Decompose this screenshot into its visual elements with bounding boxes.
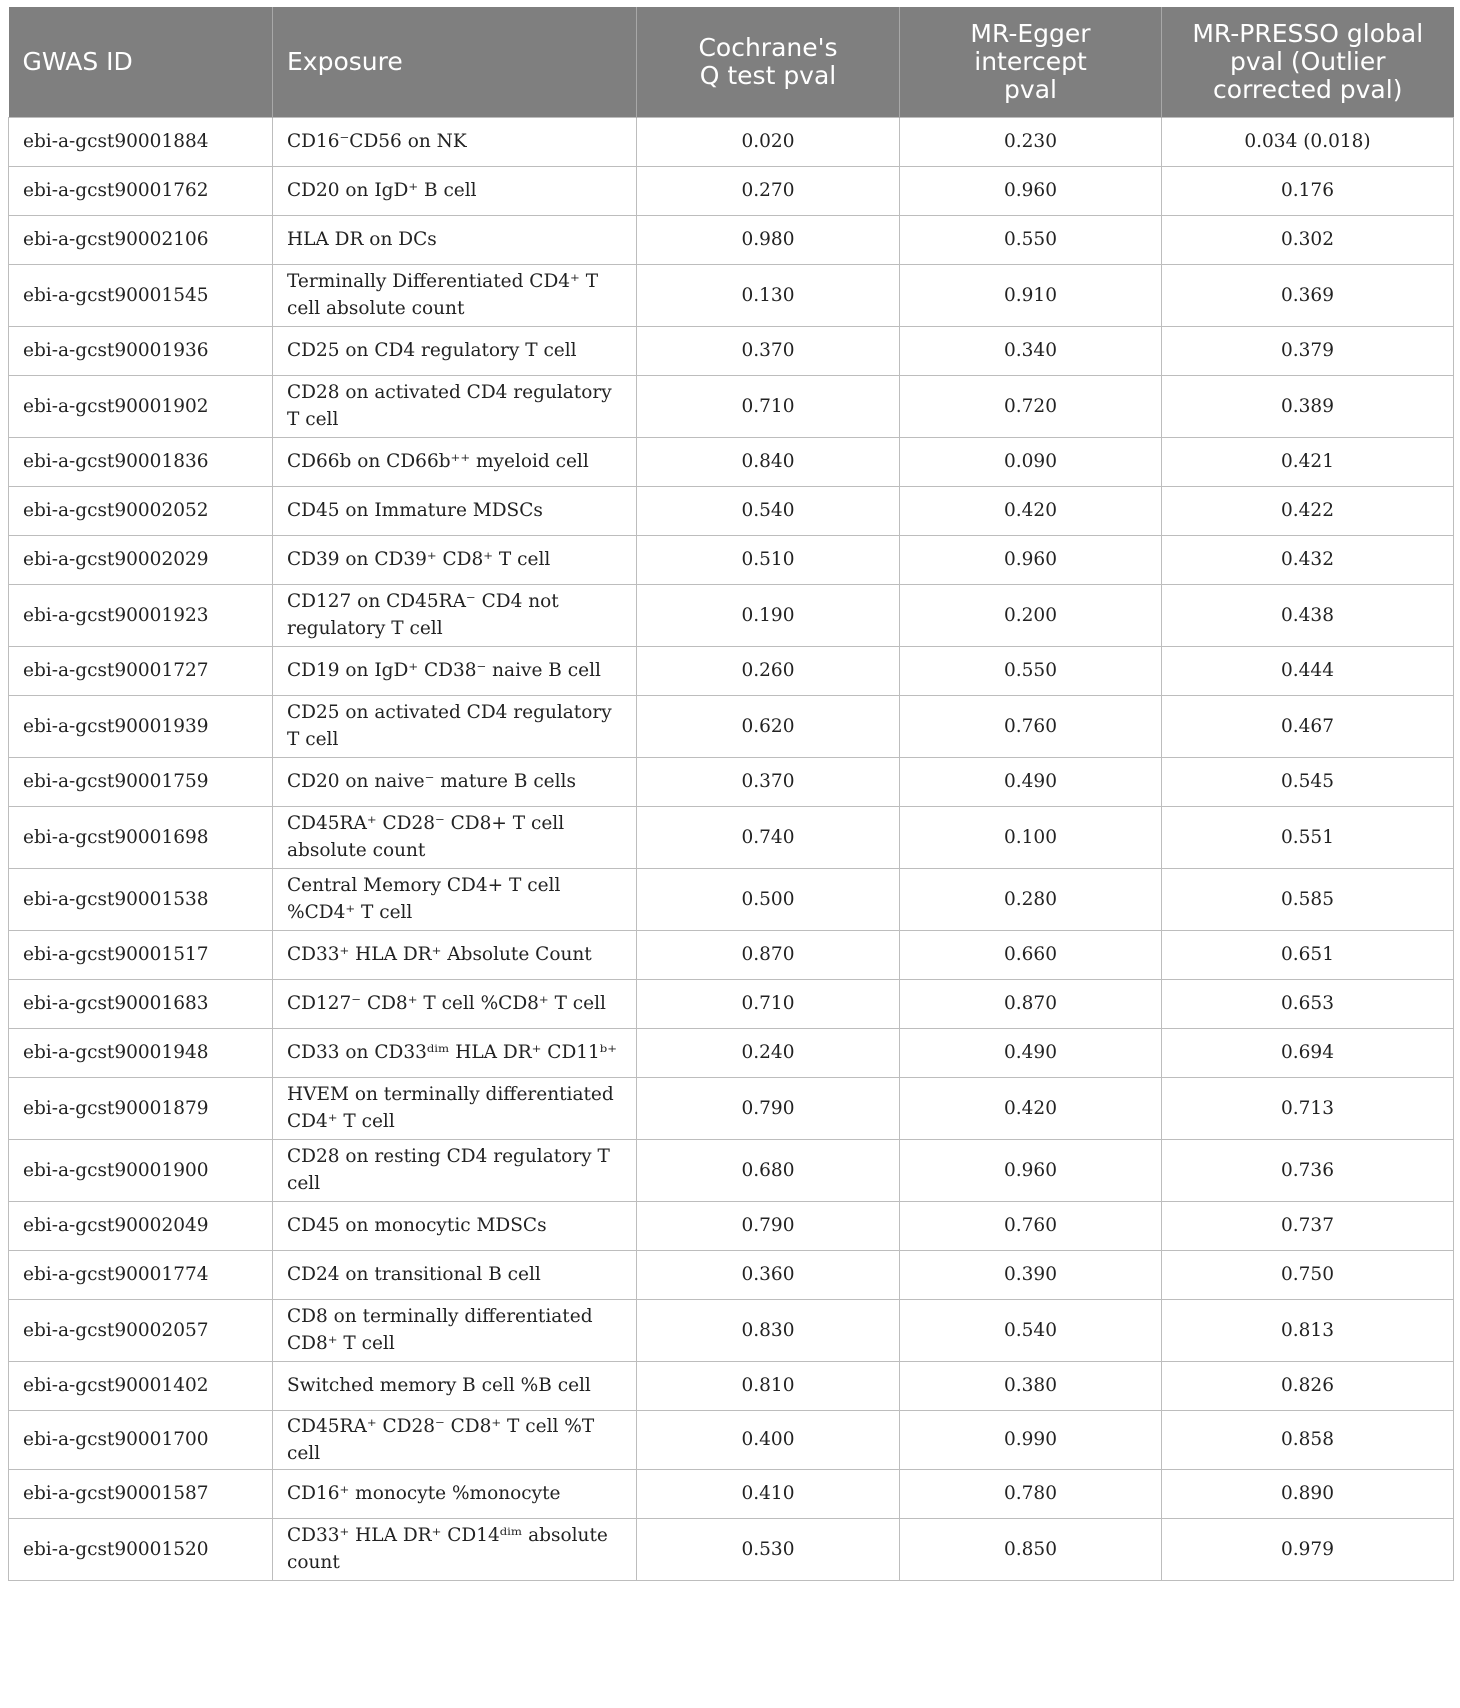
mr-egger-pval-cell: 0.870: [900, 979, 1162, 1028]
mr-egger-pval-cell: 0.420: [900, 486, 1162, 535]
mr-presso-pval-cell: 0.379: [1162, 326, 1454, 375]
table-row: [9, 646, 1454, 695]
exposure-cell: CD25 on CD4 regulatory T cell: [273, 326, 637, 375]
exposure-cell: CD8 on terminally differentiated CD8⁺ T cell: [273, 1299, 637, 1361]
mr-presso-pval-cell: 0.737: [1162, 1201, 1454, 1250]
mr-presso-pval-cell: 0.826: [1162, 1361, 1454, 1410]
mr-egger-pval-cell: 0.760: [900, 695, 1162, 757]
table-row: [9, 757, 1454, 806]
exposure-cell: CD16⁻CD56 on NK: [273, 117, 637, 166]
exposure-cell: CD28 on activated CD4 regulatory T cell: [273, 375, 637, 437]
table-row: [9, 1361, 1454, 1410]
gwas-id-cell: ebi-a-gcst90001836: [9, 437, 273, 486]
header-mr-presso: MR-PRESSO global pval (Outlier corrected pval): [1162, 7, 1454, 117]
mr-egger-pval-cell: 0.760: [900, 1201, 1162, 1250]
mr-presso-pval-cell: 0.432: [1162, 535, 1454, 584]
exposure-cell: CD33⁺ HLA DR⁺ CD14ᵈⁱᵐ absolute count: [273, 1518, 637, 1580]
cochrane-q-pval-cell: 0.240: [637, 1028, 900, 1077]
gwas-id-cell: ebi-a-gcst90001683: [9, 979, 273, 1028]
mr-presso-pval-cell: 0.750: [1162, 1250, 1454, 1299]
mr-egger-pval-cell: 0.490: [900, 757, 1162, 806]
table-row: [9, 1077, 1454, 1139]
table-row: [9, 806, 1454, 868]
table-row: [9, 166, 1454, 215]
table-row: [9, 868, 1454, 930]
mr-egger-pval-cell: 0.380: [900, 1361, 1162, 1410]
mr-presso-pval-cell: 0.176: [1162, 166, 1454, 215]
table-row: [9, 1410, 1454, 1469]
mr-presso-pval-cell: 0.736: [1162, 1139, 1454, 1201]
header-gwas-id: GWAS ID: [9, 7, 273, 117]
gwas-id-cell: ebi-a-gcst90002106: [9, 215, 273, 264]
exposure-cell: CD25 on activated CD4 regulatory T cell: [273, 695, 637, 757]
mr-egger-pval-cell: 0.280: [900, 868, 1162, 930]
gwas-id-cell: ebi-a-gcst90001774: [9, 1250, 273, 1299]
mr-presso-pval-cell: 0.421: [1162, 437, 1454, 486]
gwas-id-cell: ebi-a-gcst90002057: [9, 1299, 273, 1361]
exposure-cell: HVEM on terminally differentiated CD4⁺ T cell: [273, 1077, 637, 1139]
mr-egger-pval-cell: 0.720: [900, 375, 1162, 437]
exposure-cell: CD45 on monocytic MDSCs: [273, 1201, 637, 1250]
gwas-id-cell: ebi-a-gcst90001900: [9, 1139, 273, 1201]
exposure-cell: CD33 on CD33ᵈⁱᵐ HLA DR⁺ CD11ᵇ⁺: [273, 1028, 637, 1077]
mr-presso-pval-cell: 0.979: [1162, 1518, 1454, 1580]
gwas-id-cell: ebi-a-gcst90001698: [9, 806, 273, 868]
cochrane-q-pval-cell: 0.980: [637, 215, 900, 264]
gwas-id-cell: ebi-a-gcst90001520: [9, 1518, 273, 1580]
mr-presso-pval-cell: 0.653: [1162, 979, 1454, 1028]
exposure-cell: CD24 on transitional B cell: [273, 1250, 637, 1299]
table-row: [9, 1299, 1454, 1361]
exposure-cell: Switched memory B cell %B cell: [273, 1361, 637, 1410]
exposure-cell: CD45RA⁺ CD28⁻ CD8+ T cell absolute count: [273, 806, 637, 868]
cochrane-q-pval-cell: 0.530: [637, 1518, 900, 1580]
gwas-id-cell: ebi-a-gcst90001727: [9, 646, 273, 695]
gwas-id-cell: ebi-a-gcst90001402: [9, 1361, 273, 1410]
cochrane-q-pval-cell: 0.790: [637, 1077, 900, 1139]
gwas-id-cell: ebi-a-gcst90001545: [9, 264, 273, 326]
exposure-cell: CD127 on CD45RA⁻ CD4 not regulatory T cell: [273, 584, 637, 646]
mr-presso-pval-cell: 0.813: [1162, 1299, 1454, 1361]
cochrane-q-pval-cell: 0.360: [637, 1250, 900, 1299]
exposure-cell: CD45 on Immature MDSCs: [273, 486, 637, 535]
mr-presso-pval-cell: 0.034 (0.018): [1162, 117, 1454, 166]
mr-egger-pval-cell: 0.850: [900, 1518, 1162, 1580]
gwas-id-cell: ebi-a-gcst90001902: [9, 375, 273, 437]
table-row: [9, 486, 1454, 535]
mr-presso-pval-cell: 0.389: [1162, 375, 1454, 437]
table-row: [9, 1201, 1454, 1250]
exposure-cell: CD19 on IgD⁺ CD38⁻ naive B cell: [273, 646, 637, 695]
mr-presso-pval-cell: 0.438: [1162, 584, 1454, 646]
mr-egger-pval-cell: 0.490: [900, 1028, 1162, 1077]
gwas-id-cell: ebi-a-gcst90001884: [9, 117, 273, 166]
mr-egger-pval-cell: 0.340: [900, 326, 1162, 375]
cochrane-q-pval-cell: 0.260: [637, 646, 900, 695]
header-row: [9, 7, 1454, 117]
table-row: [9, 535, 1454, 584]
cochrane-q-pval-cell: 0.740: [637, 806, 900, 868]
gwas-id-cell: ebi-a-gcst90001759: [9, 757, 273, 806]
header-cochrane-q: Cochrane's Q test pval: [637, 7, 900, 117]
mr-presso-pval-cell: 0.651: [1162, 930, 1454, 979]
table-row: [9, 695, 1454, 757]
exposure-cell: Central Memory CD4+ T cell %CD4⁺ T cell: [273, 868, 637, 930]
mr-egger-pval-cell: 0.090: [900, 437, 1162, 486]
gwas-id-cell: ebi-a-gcst90001879: [9, 1077, 273, 1139]
cochrane-q-pval-cell: 0.190: [637, 584, 900, 646]
cochrane-q-pval-cell: 0.410: [637, 1469, 900, 1518]
gwas-id-cell: ebi-a-gcst90001538: [9, 868, 273, 930]
table-body: [9, 117, 1454, 1580]
cochrane-q-pval-cell: 0.510: [637, 535, 900, 584]
gwas-id-cell: ebi-a-gcst90001587: [9, 1469, 273, 1518]
mr-presso-pval-cell: 0.302: [1162, 215, 1454, 264]
exposure-cell: CD16⁺ monocyte %monocyte: [273, 1469, 637, 1518]
table-row: [9, 584, 1454, 646]
mr-egger-pval-cell: 0.100: [900, 806, 1162, 868]
cochrane-q-pval-cell: 0.540: [637, 486, 900, 535]
exposure-cell: HLA DR on DCs: [273, 215, 637, 264]
header-mr-egger: MR-Egger intercept pval: [900, 7, 1162, 117]
mr-egger-pval-cell: 0.780: [900, 1469, 1162, 1518]
cochrane-q-pval-cell: 0.370: [637, 326, 900, 375]
mr-presso-pval-cell: 0.858: [1162, 1410, 1454, 1469]
mr-presso-pval-cell: 0.551: [1162, 806, 1454, 868]
exposure-cell: Terminally Differentiated CD4⁺ T cell absolute count: [273, 264, 637, 326]
table-row: [9, 1250, 1454, 1299]
gwas-id-cell: ebi-a-gcst90002029: [9, 535, 273, 584]
mr-presso-pval-cell: 0.585: [1162, 868, 1454, 930]
gwas-id-cell: ebi-a-gcst90001948: [9, 1028, 273, 1077]
cochrane-q-pval-cell: 0.810: [637, 1361, 900, 1410]
gwas-id-cell: ebi-a-gcst90001517: [9, 930, 273, 979]
mr-presso-pval-cell: 0.422: [1162, 486, 1454, 535]
exposure-cell: CD66b on CD66b⁺⁺ myeloid cell: [273, 437, 637, 486]
gwas-id-cell: ebi-a-gcst90001762: [9, 166, 273, 215]
table-row: [9, 979, 1454, 1028]
cochrane-q-pval-cell: 0.370: [637, 757, 900, 806]
mr-egger-pval-cell: 0.230: [900, 117, 1162, 166]
table-row: [9, 437, 1454, 486]
mr-egger-pval-cell: 0.990: [900, 1410, 1162, 1469]
exposure-cell: CD127⁻ CD8⁺ T cell %CD8⁺ T cell: [273, 979, 637, 1028]
mr-egger-pval-cell: 0.910: [900, 264, 1162, 326]
mr-presso-pval-cell: 0.444: [1162, 646, 1454, 695]
mr-egger-pval-cell: 0.390: [900, 1250, 1162, 1299]
exposure-cell: CD33⁺ HLA DR⁺ Absolute Count: [273, 930, 637, 979]
header-exposure: Exposure: [273, 7, 637, 117]
gwas-id-cell: ebi-a-gcst90001700: [9, 1410, 273, 1469]
cochrane-q-pval-cell: 0.620: [637, 695, 900, 757]
gwas-id-cell: ebi-a-gcst90001939: [9, 695, 273, 757]
table-row: [9, 326, 1454, 375]
exposure-cell: CD20 on naive⁻ mature B cells: [273, 757, 637, 806]
exposure-cell: CD20 on IgD⁺ B cell: [273, 166, 637, 215]
mr-egger-pval-cell: 0.420: [900, 1077, 1162, 1139]
gwas-id-cell: ebi-a-gcst90001923: [9, 584, 273, 646]
cochrane-q-pval-cell: 0.710: [637, 979, 900, 1028]
table-row: [9, 375, 1454, 437]
table-row: [9, 264, 1454, 326]
results-table: [8, 7, 1454, 1581]
mr-egger-pval-cell: 0.960: [900, 166, 1162, 215]
mr-egger-pval-cell: 0.960: [900, 1139, 1162, 1201]
mr-egger-pval-cell: 0.960: [900, 535, 1162, 584]
mr-presso-pval-cell: 0.713: [1162, 1077, 1454, 1139]
table-row: [9, 1028, 1454, 1077]
gwas-id-cell: ebi-a-gcst90002052: [9, 486, 273, 535]
mr-egger-pval-cell: 0.200: [900, 584, 1162, 646]
table-row: [9, 930, 1454, 979]
cochrane-q-pval-cell: 0.870: [637, 930, 900, 979]
mr-egger-pval-cell: 0.660: [900, 930, 1162, 979]
mr-egger-pval-cell: 0.550: [900, 646, 1162, 695]
gwas-id-cell: ebi-a-gcst90002049: [9, 1201, 273, 1250]
cochrane-q-pval-cell: 0.790: [637, 1201, 900, 1250]
table-row: [9, 1518, 1454, 1580]
mr-presso-pval-cell: 0.694: [1162, 1028, 1454, 1077]
table-row: [9, 1469, 1454, 1518]
cochrane-q-pval-cell: 0.500: [637, 868, 900, 930]
mr-presso-pval-cell: 0.890: [1162, 1469, 1454, 1518]
exposure-cell: CD39 on CD39⁺ CD8⁺ T cell: [273, 535, 637, 584]
cochrane-q-pval-cell: 0.710: [637, 375, 900, 437]
exposure-cell: CD28 on resting CD4 regulatory T cell: [273, 1139, 637, 1201]
cochrane-q-pval-cell: 0.400: [637, 1410, 900, 1469]
cochrane-q-pval-cell: 0.830: [637, 1299, 900, 1361]
cochrane-q-pval-cell: 0.840: [637, 437, 900, 486]
exposure-cell: CD45RA⁺ CD28⁻ CD8⁺ T cell %T cell: [273, 1410, 637, 1469]
table-row: [9, 215, 1454, 264]
mr-egger-pval-cell: 0.550: [900, 215, 1162, 264]
cochrane-q-pval-cell: 0.680: [637, 1139, 900, 1201]
gwas-id-cell: ebi-a-gcst90001936: [9, 326, 273, 375]
mr-presso-pval-cell: 0.369: [1162, 264, 1454, 326]
cochrane-q-pval-cell: 0.270: [637, 166, 900, 215]
cochrane-q-pval-cell: 0.020: [637, 117, 900, 166]
mr-presso-pval-cell: 0.545: [1162, 757, 1454, 806]
cochrane-q-pval-cell: 0.130: [637, 264, 900, 326]
table-row: [9, 117, 1454, 166]
table-row: [9, 1139, 1454, 1201]
mr-egger-pval-cell: 0.540: [900, 1299, 1162, 1361]
mr-presso-pval-cell: 0.467: [1162, 695, 1454, 757]
